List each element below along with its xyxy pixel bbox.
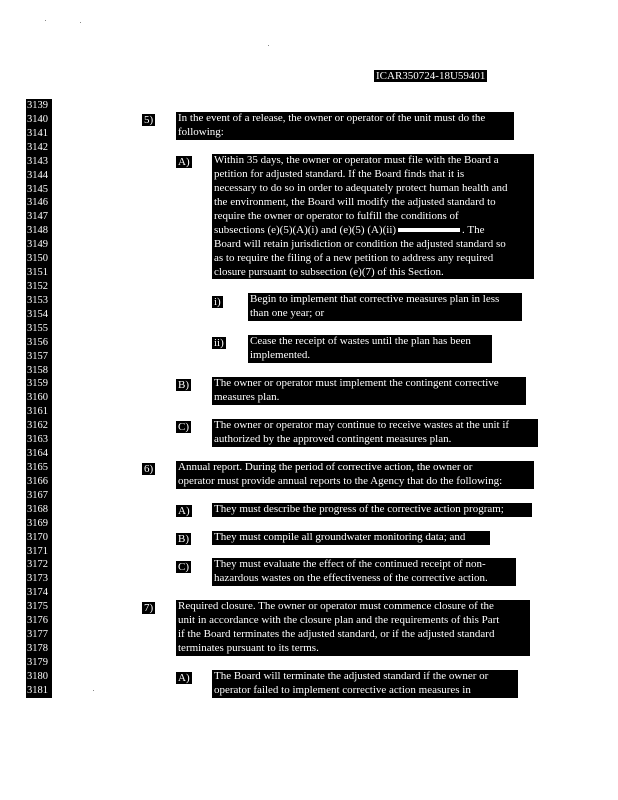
line-number: 3178 bbox=[26, 642, 52, 656]
line-number: 3145 bbox=[26, 183, 52, 197]
text-line: Begin to implement that corrective measures plan in less bbox=[250, 293, 500, 305]
text-line: unit in accordance with the closure plan and the requirements of this Part bbox=[178, 613, 500, 626]
line-number: 3180 bbox=[26, 670, 52, 684]
line-number: 3146 bbox=[26, 196, 52, 210]
section-7a-text bbox=[212, 670, 518, 698]
text-line: closure pursuant to subsection (e)(7) of this Section. bbox=[214, 265, 444, 278]
line-number: 3153 bbox=[26, 294, 52, 308]
section-5c-text bbox=[212, 419, 538, 447]
section-5c-label: C) bbox=[178, 421, 189, 433]
text-line: necessary to do so in order to adequately protect human health and bbox=[214, 181, 508, 194]
text-line: as to require the filing of a new petition to address any required bbox=[214, 251, 494, 264]
line-number: 3176 bbox=[26, 614, 52, 628]
text-line: than one year; or bbox=[250, 306, 325, 319]
line-number: 3143 bbox=[26, 155, 52, 169]
section-6-label: 6) bbox=[144, 463, 154, 475]
section-6b-text bbox=[212, 531, 490, 545]
section-5a-label: A) bbox=[178, 156, 190, 168]
section-7-label: 7) bbox=[144, 602, 154, 614]
text-line: authorized by the approved contingent measures plan. bbox=[214, 432, 452, 445]
line-number: 3157 bbox=[26, 350, 52, 364]
line-number: 3166 bbox=[26, 475, 52, 489]
line-number: 3160 bbox=[26, 391, 52, 405]
text-line bbox=[214, 224, 532, 238]
section-5a-ii-text bbox=[248, 335, 492, 363]
line-number: 3150 bbox=[26, 252, 52, 266]
line-number: 3156 bbox=[26, 336, 52, 350]
text-line: The Board will terminate the adjusted standard if the owner or bbox=[214, 670, 489, 682]
line-number: 3144 bbox=[26, 169, 52, 183]
section-6c-text bbox=[212, 558, 516, 586]
line-number: 3163 bbox=[26, 433, 52, 447]
text-line: require the owner or operator to fulfill the conditions of bbox=[214, 209, 459, 222]
section-5b-label: B) bbox=[178, 379, 189, 391]
text-line: implemented. bbox=[250, 348, 311, 361]
line-number: 3179 bbox=[26, 656, 52, 670]
line-number: 3170 bbox=[26, 531, 52, 545]
line-number: 3141 bbox=[26, 127, 52, 141]
section-6a-text bbox=[212, 503, 532, 517]
text-line: The owner or operator may continue to receive wastes at the unit if bbox=[214, 419, 510, 431]
text-line: following: bbox=[178, 125, 224, 138]
line-number: 3167 bbox=[26, 489, 52, 503]
line-number: 3158 bbox=[26, 364, 52, 378]
text-line: They must describe the progress of the corrective action program; bbox=[214, 503, 504, 515]
scan-speck bbox=[93, 690, 94, 691]
text-line: Cease the receipt of wastes until the plan has been bbox=[250, 335, 471, 347]
section-5a-ii-label: ii) bbox=[214, 337, 224, 349]
line-number: 3161 bbox=[26, 405, 52, 419]
section-7a-label: A) bbox=[178, 672, 190, 684]
line-number: 3173 bbox=[26, 572, 52, 586]
text-line: the environment, the Board will modify the adjusted standard to bbox=[214, 195, 496, 208]
text-line: measures plan. bbox=[214, 390, 280, 403]
text-line: They must evaluate the effect of the continued receipt of non- bbox=[214, 558, 486, 570]
section-5-label: 5) bbox=[144, 114, 154, 126]
line-number-column bbox=[26, 99, 52, 698]
line-number: 3142 bbox=[26, 141, 52, 155]
line-number: 3165 bbox=[26, 461, 52, 475]
redaction-mark bbox=[398, 228, 460, 232]
text-line: Annual report. During the period of corrective action, the owner or bbox=[178, 461, 473, 473]
text-line: operator must provide annual reports to the Agency that do the following: bbox=[178, 474, 503, 487]
line-number: 3139 bbox=[26, 99, 52, 113]
section-5a-text bbox=[212, 154, 534, 279]
section-6b-label: B) bbox=[178, 533, 189, 545]
line-number: 3152 bbox=[26, 280, 52, 294]
text-line: They must compile all groundwater monitoring data; and bbox=[214, 531, 466, 543]
line-number: 3155 bbox=[26, 322, 52, 336]
section-5a-i-text bbox=[248, 293, 522, 321]
scan-speck bbox=[268, 45, 269, 46]
section-5-text bbox=[176, 112, 514, 140]
line-number: 3175 bbox=[26, 600, 52, 614]
text-line: Within 35 days, the owner or operator must file with the Board a bbox=[214, 154, 499, 166]
line-number: 3172 bbox=[26, 558, 52, 572]
document-id: ICAR350724-18U59401 bbox=[376, 70, 486, 82]
text-line: In the event of a release, the owner or operator of the unit must do the bbox=[178, 112, 486, 124]
line-number: 3154 bbox=[26, 308, 52, 322]
line-number: 3177 bbox=[26, 628, 52, 642]
line-number: 3149 bbox=[26, 238, 52, 252]
line-number: 3164 bbox=[26, 447, 52, 461]
line-number: 3169 bbox=[26, 517, 52, 531]
line-number: 3162 bbox=[26, 419, 52, 433]
line-number: 3147 bbox=[26, 210, 52, 224]
line-number: 3181 bbox=[26, 684, 52, 698]
section-7-text bbox=[176, 600, 530, 656]
text-line: Board will retain jurisdiction or condition the adjusted standard so bbox=[214, 237, 506, 250]
line-number: 3148 bbox=[26, 224, 52, 238]
text-line: if the Board terminates the adjusted standard, or if the adjusted standard bbox=[178, 627, 495, 640]
text-line: terminates pursuant to its terms. bbox=[178, 641, 319, 654]
section-6-text bbox=[176, 461, 534, 489]
line-number: 3140 bbox=[26, 113, 52, 127]
scan-speck bbox=[45, 20, 46, 21]
line-number: 3171 bbox=[26, 545, 52, 559]
line-number: 3174 bbox=[26, 586, 52, 600]
text-line: petition for adjusted standard. If the Board finds that it is bbox=[214, 167, 465, 180]
line-number: 3151 bbox=[26, 266, 52, 280]
line-number: 3159 bbox=[26, 377, 52, 391]
section-6c-label: C) bbox=[178, 561, 189, 573]
section-5a-i-label: i) bbox=[214, 296, 221, 308]
text-line: Required closure. The owner or operator must commence closure of the bbox=[178, 600, 494, 612]
text-line: The owner or operator must implement the contingent corrective bbox=[214, 377, 499, 389]
section-6a-label: A) bbox=[178, 505, 190, 517]
text-fragment: . The bbox=[462, 223, 485, 236]
text-line: operator failed to implement corrective action measures in bbox=[214, 683, 471, 696]
text-line: hazardous wastes on the effectiveness of the corrective action. bbox=[214, 571, 488, 584]
section-5b-text bbox=[212, 377, 526, 405]
line-number: 3168 bbox=[26, 503, 52, 517]
scan-speck bbox=[80, 22, 81, 23]
text-fragment: subsections (e)(5)(A)(i) and (e)(5) (A)(ii) bbox=[214, 223, 397, 236]
